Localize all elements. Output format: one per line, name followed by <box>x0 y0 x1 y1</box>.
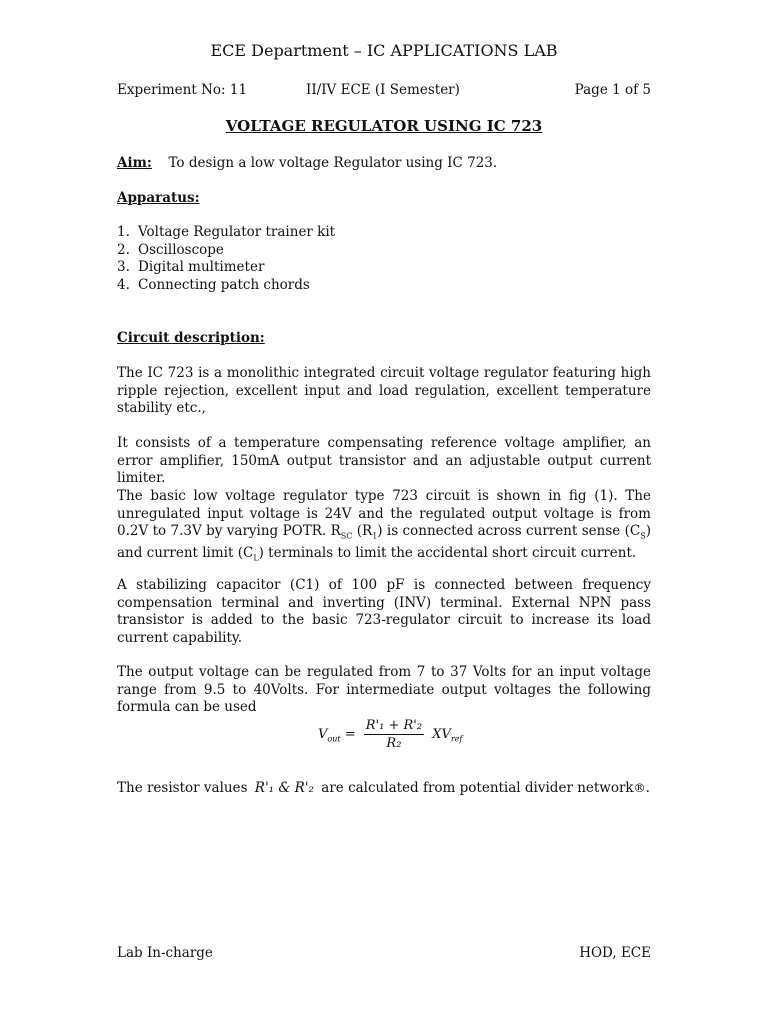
paragraph-5: The output voltage can be regulated from 7 to 37 Volts for an input voltage range from 9.5 to 40Volts. For intermediate output voltages the following formula can be used <box>117 664 651 715</box>
aim-label: Aim: <box>117 155 152 171</box>
list-item: 2. Oscilloscope <box>117 241 224 258</box>
experiment-title: VOLTAGE REGULATOR USING IC 723 <box>225 117 543 135</box>
resistor-symbol: R'₁ & R'₂ <box>254 780 314 796</box>
lab-incharge-signature: Lab In-charge <box>117 945 213 961</box>
paragraph-2: It consists of a temperature compensating reference voltage amplifier, an error amplifier, 150mA output transistor and an adjustable output current limiter. <box>117 435 651 486</box>
hod-signature: HOD, ECE <box>579 945 651 961</box>
class-semester: II/IV ECE (I Semester) <box>306 82 460 98</box>
paragraph-4: A stabilizing capacitor (C1) of 100 pF is connected between frequency compensation terminal and inverting (INV) terminal. External NPN pass transistor is added to the basic 723-regulator circuit to increase its load current capability. <box>117 577 651 646</box>
paragraph-3: The basic low voltage regulator type 723 circuit is shown in fig (1). The unregulated input voltage is 24V and the regulated output voltage is from 0.2V to 7.3V by varying POTR. $R_{SC}$ $(R_1)$ is connected across current sense $(C_S)$ and current limit $(C_L)$ terminals to limit the accidental short circuit current. <box>117 488 651 563</box>
registered-mark-icon: ® <box>633 781 646 795</box>
output-voltage-formula: $V_{out}$ = $\frac{\text{R'₁ + R'₂}}{\text{R₂}}$ $XV_{ref}$ <box>318 718 463 751</box>
aim-line <box>117 155 497 173</box>
list-item: 3. Digital multimeter <box>117 259 265 275</box>
list-item: 4. Connecting patch chords <box>117 276 310 293</box>
document-header: ECE Department – IC APPLICATIONS LAB <box>210 41 558 60</box>
experiment-number: Experiment No: 11 <box>117 82 248 98</box>
apparatus-heading: Apparatus: <box>117 190 200 206</box>
paragraph-1: The IC 723 is a monolithic integrated circuit voltage regulator featuring high ripple rejection, excellent input and load regulation, excellent temperature stability etc., <box>117 365 651 416</box>
paragraph-6: The resistor values R'₁ & R'₂ are calculated from potential divider network®. <box>117 780 650 796</box>
page-number: Page 1 of 5 <box>574 82 651 98</box>
list-item: 1. Voltage Regulator trainer kit <box>117 224 336 240</box>
formula-fraction: $\frac{\text{R'₁ + R'₂}}{\text{R₂}}$ <box>365 718 423 751</box>
apparatus-list <box>117 224 335 294</box>
aim-text: To design a low voltage Regulator using IC 723. <box>168 155 498 171</box>
circuit-heading: Circuit description: <box>117 330 265 346</box>
